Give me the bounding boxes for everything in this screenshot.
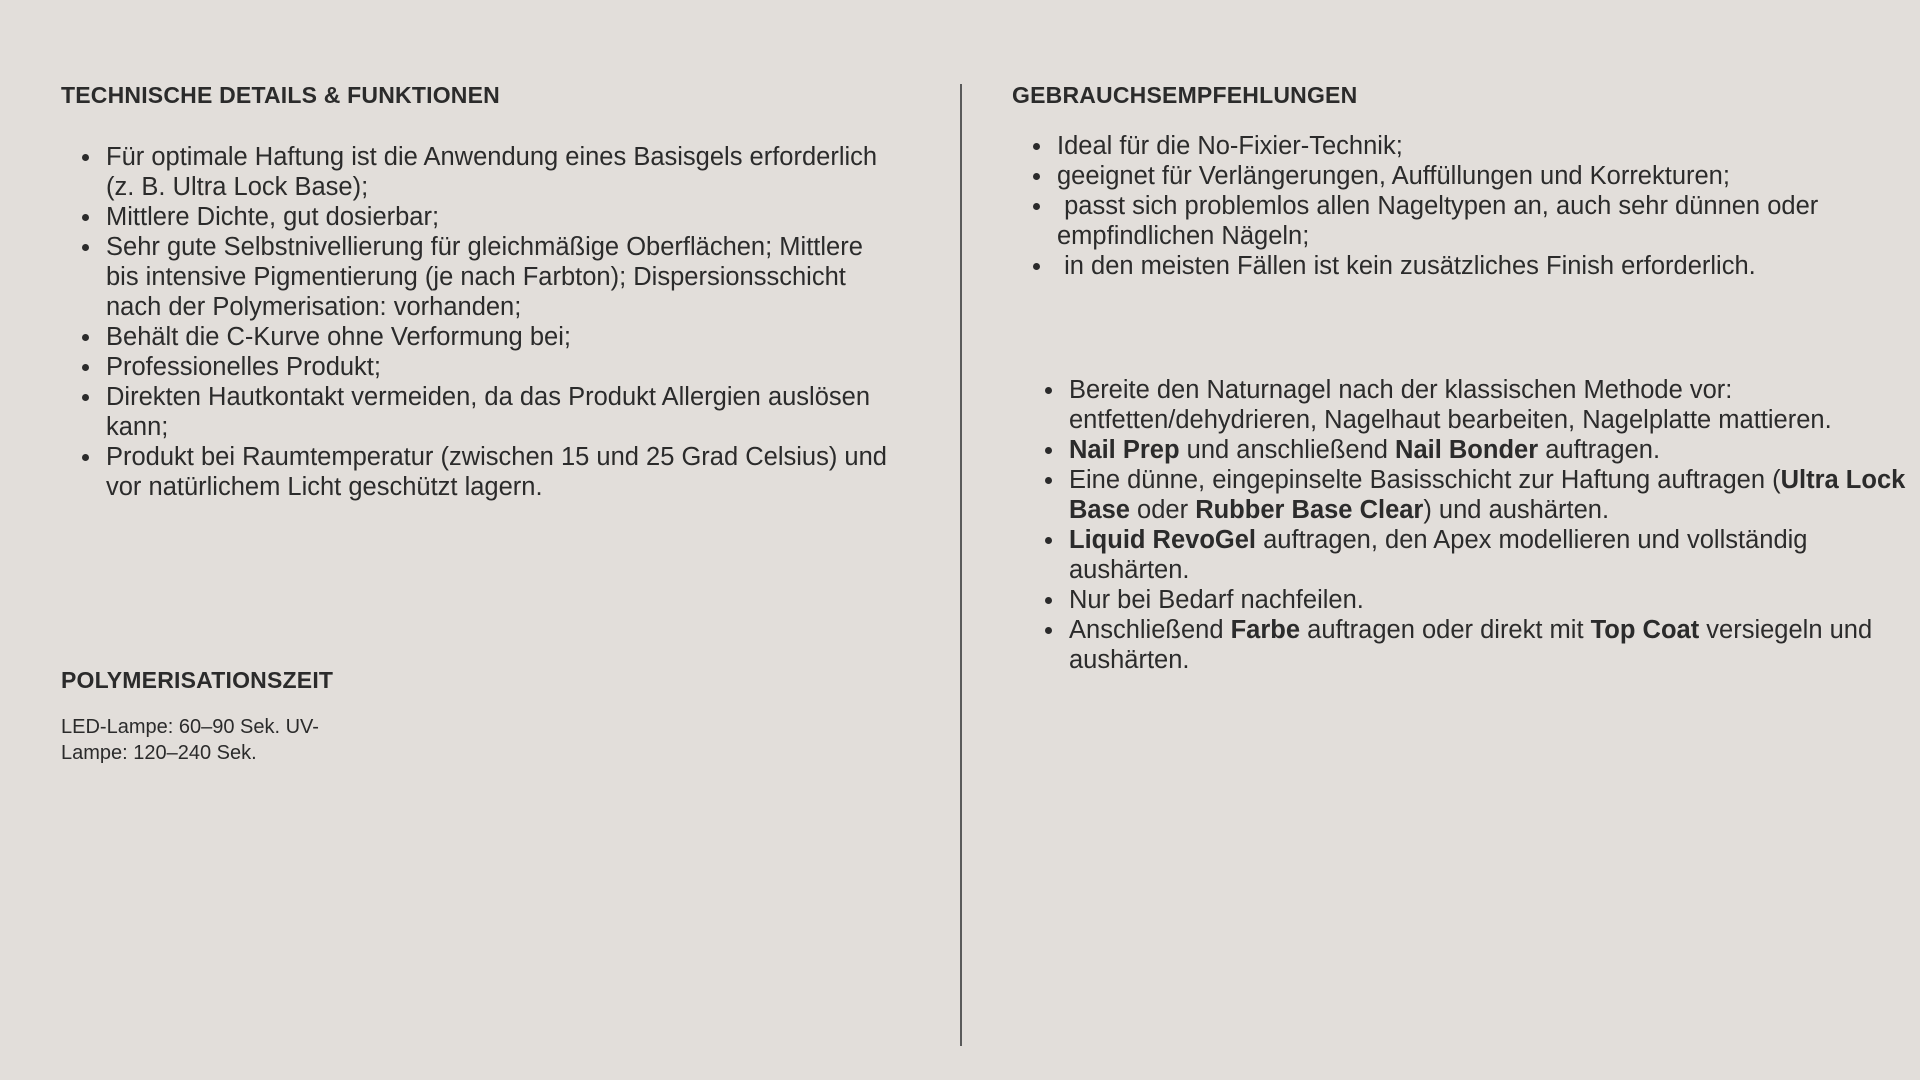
- step-text: und anschließend: [1179, 436, 1396, 464]
- list-item: Bereite den Naturnagel nach der klassischen Methode vor: entfetten/dehydrieren, Nagelhaut bearbeiten, Nagelplatte mattieren.: [1069, 375, 1909, 435]
- step-text: auftragen.: [1538, 436, 1661, 464]
- list-item: geeignet für Verlängerungen, Auffüllungen und Korrekturen;: [1057, 161, 1887, 191]
- product-name: Top Coat: [1590, 616, 1700, 644]
- step-text: Eine dünne, eingepinselte Basisschicht zur Haftung auftragen (: [1069, 466, 1781, 494]
- product-name: Liquid RevoGel: [1069, 526, 1257, 554]
- step-text: versiegeln und aushärten.: [1069, 616, 1880, 674]
- list-item: Mittlere Dichte, gut dosierbar;: [106, 202, 896, 232]
- list-item: passt sich problemlos allen Nageltypen an, auch sehr dünnen oder empfindlichen Nägeln;: [1057, 191, 1887, 251]
- product-name: Nail Prep: [1069, 436, 1180, 464]
- polymerization-text: LED-Lampe: 60–90 Sek. UV-Lampe: 120–240 Sek.: [61, 716, 319, 764]
- step-text: oder: [1129, 496, 1196, 524]
- list-item: [1069, 525, 1909, 585]
- list-item: Für optimale Haftung ist die Anwendung eines Basisgels erforderlich (z. B. Ultra Lock Base);: [106, 142, 896, 202]
- list-item: Professionelles Produkt;: [106, 352, 896, 382]
- step-text: auftragen, den Apex modellieren und vollständig aushärten.: [1069, 526, 1815, 584]
- application-steps-list: [1024, 375, 1909, 675]
- product-name: Farbe: [1230, 616, 1301, 644]
- tech-details-list: [61, 142, 896, 502]
- list-item: Sehr gute Selbstnivellierung für gleichmäßige Oberflächen; Mittlere bis intensive Pigmentierung (je nach Farbton); Dispersionsschicht nach der Polymerisation: vorhanden;: [106, 232, 896, 322]
- list-item: Ideal für die No-Fixier-Technik;: [1057, 131, 1887, 161]
- list-item: Nur bei Bedarf nachfeilen.: [1069, 585, 1909, 615]
- usage-list: [1012, 131, 1887, 281]
- list-item: Direkten Hautkontakt vermeiden, da das Produkt Allergien auslösen kann;: [106, 382, 896, 442]
- step-text: ) und aushärten.: [1423, 496, 1610, 524]
- list-item: [1069, 615, 1909, 675]
- column-divider: [960, 84, 962, 1046]
- tech-details-heading: TECHNISCHE DETAILS & FUNKTIONEN: [61, 82, 500, 108]
- list-item: [1069, 435, 1909, 465]
- product-name: Nail Bonder: [1395, 436, 1539, 464]
- polymerization-heading: POLYMERISATIONSZEIT: [61, 667, 334, 693]
- usage-heading: GEBRAUCHSEMPFEHLUNGEN: [1012, 82, 1358, 108]
- list-item: [1069, 465, 1909, 525]
- product-name: Rubber Base Clear: [1195, 496, 1424, 524]
- product-name: Ultra Lock Base: [1069, 466, 1906, 524]
- list-item: in den meisten Fällen ist kein zusätzliches Finish erforderlich.: [1057, 251, 1887, 281]
- step-text: auftragen oder direkt mit: [1300, 616, 1591, 644]
- list-item: Behält die C-Kurve ohne Verformung bei;: [106, 322, 896, 352]
- list-item: Produkt bei Raumtemperatur (zwischen 15 und 25 Grad Celsius) und vor natürlichem Licht geschützt lagern.: [106, 442, 896, 502]
- step-text: Anschließend: [1069, 616, 1231, 644]
